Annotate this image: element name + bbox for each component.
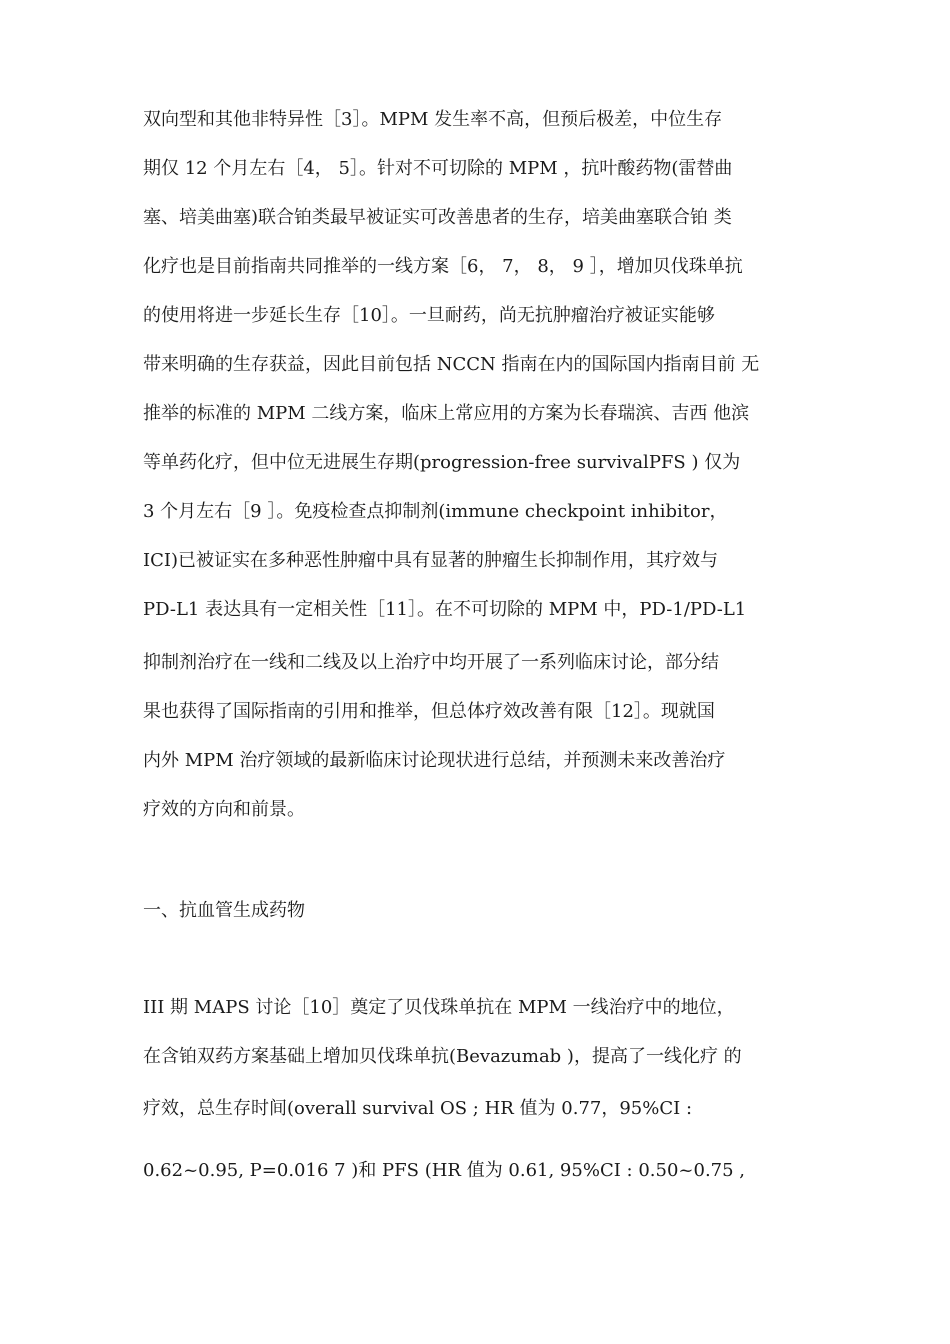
paragraph-1-line-1: 双向型和其他非特异性［3］。MPM 发生率不高，但预后极差，中位生存	[143, 109, 723, 130]
paragraph-1-line-7: 推举的标准的 MPM 二线方案，临床上常应用的方案为长春瑞滨、吉西 他滨	[143, 403, 750, 424]
paragraph-1-line-15: 疗效的方向和前景。	[143, 799, 305, 820]
paragraph-1-line-5: 的使用将进一步延长生存［10］。一旦耐药，尚无抗肿瘤治疗被证实能够	[143, 305, 715, 326]
paragraph-1-line-4: 化疗也是目前指南共同推举的一线方案［6， 7， 8， 9 ］，增加贝伐珠单抗	[143, 256, 743, 277]
paragraph-2-line-4: 0.62~0.95, P=0.016 7 )和 PFS (HR 值为 0.61, 95%CI : 0.50~0.75 ,	[143, 1160, 746, 1181]
paragraph-1-line-12: 抑制剂治疗在一线和二线及以上治疗中均开展了一系列临床讨论，部分结	[143, 652, 719, 673]
paragraph-2-line-3: 疗效，总生存时间(overall survival OS ; HR 值为 0.77，95%CI :	[143, 1098, 693, 1119]
paragraph-1-line-14: 内外 MPM 治疗领域的最新临床讨论现状进行总结，并预测未来改善治疗	[143, 750, 726, 771]
paragraph-1-line-10: ICI)已被证实在多种恶性肿瘤中具有显著的肿瘤生长抑制作用，其疗效与	[143, 550, 719, 571]
paragraph-2-line-2: 在含铂双药方案基础上增加贝伐珠单抗(Bevazumab )，提高了一线化疗 的	[143, 1046, 742, 1067]
paragraph-1-line-3: 塞、培美曲塞)联合铂类最早被证实可改善患者的生存，培美曲塞联合铂 类	[143, 207, 732, 228]
paragraph-1-line-6: 带来明确的生存获益，因此目前包括 NCCN 指南在内的国际国内指南目前 无	[143, 354, 760, 375]
paragraph-1-line-2: 期仅 12 个月左右［4， 5］。针对不可切除的 MPM ，抗叶酸药物(雷替曲	[143, 158, 733, 179]
paragraph-1-line-9: 3 个月左右［9 ］。免疫检查点抑制剂(immune checkpoint inhibitor，	[143, 501, 728, 522]
section-heading: 一、抗血管生成药物	[143, 900, 305, 921]
paragraph-1-line-13: 果也获得了国际指南的引用和推举，但总体疗效改善有限［12］。现就国	[143, 701, 715, 722]
paragraph-2-line-1: III 期 MAPS 讨论［10］奠定了贝伐珠单抗在 MPM 一线治疗中的地位，	[143, 997, 735, 1018]
paragraph-1-line-11: PD-L1 表达具有一定相关性［11］。在不可切除的 MPM 中，PD-1/PD-L1	[143, 599, 747, 620]
paragraph-1-line-8: 等单药化疗，但中位无进展生存期(progression-free survivalPFS ) 仅为	[143, 452, 741, 473]
